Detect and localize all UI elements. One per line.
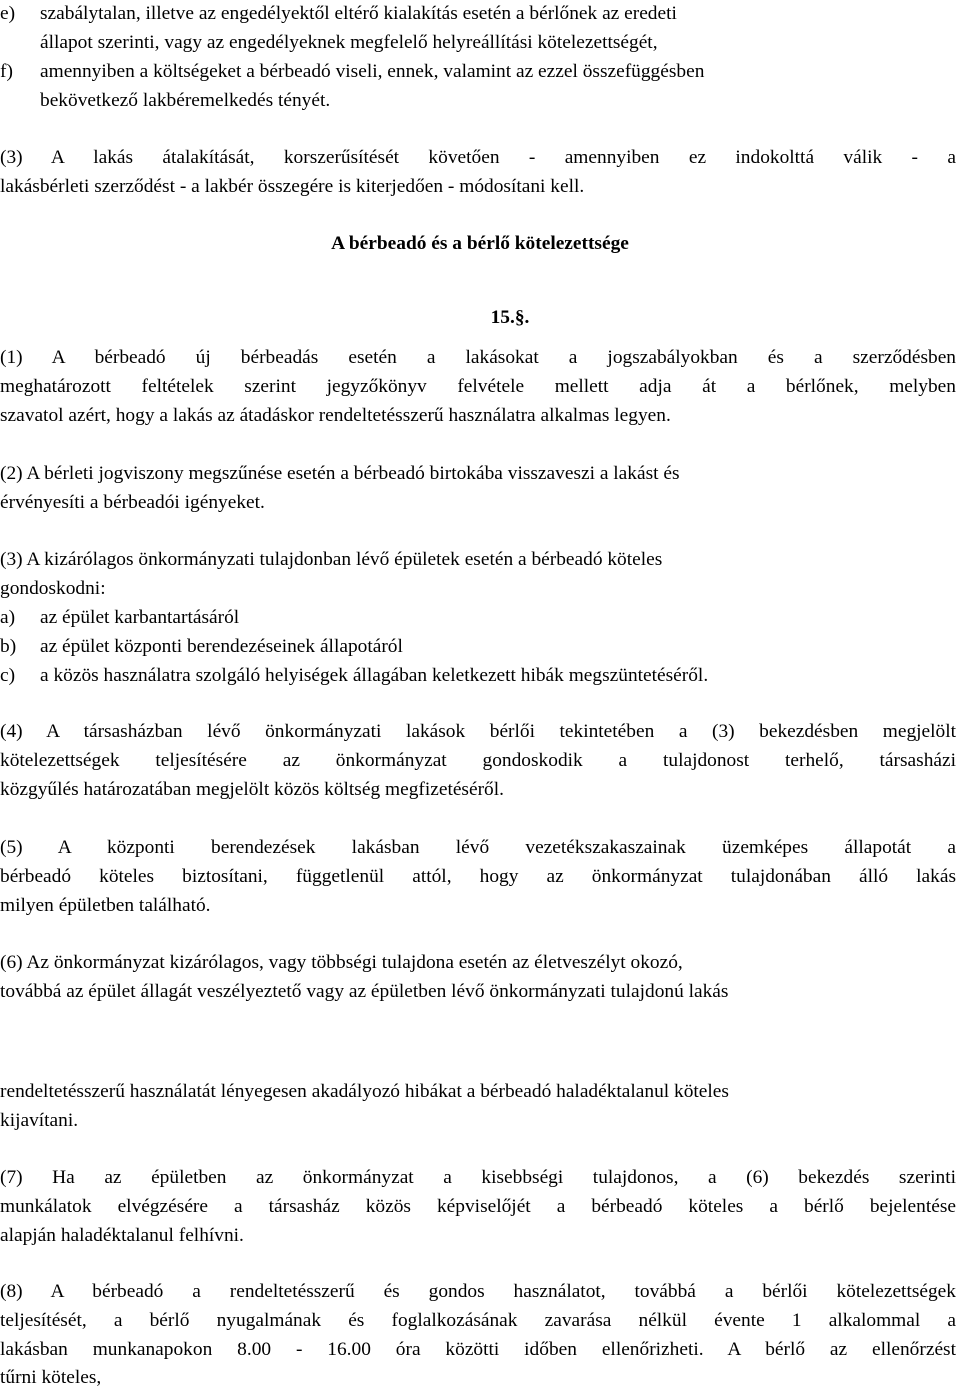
- list-text: az épület karbantartásáról: [40, 607, 240, 628]
- paragraph-2: [0, 460, 956, 518]
- list-item-f-cont: [40, 87, 330, 116]
- list-item-e-cont: [40, 29, 658, 58]
- text-line: meghatározott feltételek szerint jegyzőkönyv felvétele mellett adja át a bérlőnek, melyben: [0, 375, 956, 397]
- text-line: érvényesíti a bérbeadói igényeket.: [0, 491, 265, 513]
- list-item-f: [0, 58, 704, 87]
- paragraph-14-3: [0, 144, 956, 202]
- list-item-a: [0, 604, 239, 633]
- list-text-line: bekövetkező lakbéremelkedés tényét.: [40, 90, 331, 111]
- text-line: alapján haladéktalanul felhívni.: [0, 1224, 244, 1246]
- paragraph-1: [0, 344, 956, 430]
- text-line: lakásbérleti szerződést - a lakbér összegére is kiterjedően - módosítani kell.: [0, 175, 585, 197]
- text-line: bérbeadó köteles biztosítani, függetlenül attól, hogy az önkormányzat tulajdonában álló lakás: [0, 865, 956, 887]
- text-line: kijavítani.: [0, 1109, 79, 1131]
- text-line: lakásban munkanapokon 8.00 - 16.00 óra közötti időben ellenőrizheti. A bérlő az ellenőrzést: [0, 1338, 956, 1360]
- list-label: b): [0, 636, 17, 657]
- list-item-e: [0, 0, 677, 29]
- list-text: az épület központi berendezéseinek állapotáról: [40, 636, 403, 657]
- list-label: a): [0, 607, 16, 628]
- list-text-line: állapot szerinti, vagy az engedélyeknek megfelelő helyreállítási kötelezettségét,: [40, 32, 658, 53]
- paragraph-6: [0, 949, 956, 1007]
- text-line: (8) A bérbeadó a rendeltetésszerű és gondos használatot, továbbá a bérlői kötelezettségek: [0, 1281, 956, 1302]
- list-item-b: [0, 633, 403, 662]
- paragraph-7: [0, 1164, 956, 1250]
- text-line: milyen épületben található.: [0, 894, 211, 916]
- text-line: (4) A társasházban lévő önkormányzati lakások bérlői tekintetében a (3) bekezdésben megjelölt: [0, 721, 956, 742]
- list-label: f): [0, 61, 13, 82]
- list-text: a közös használatra szolgáló helyiségek állagában keletkezett hibák megszüntetéséről.: [40, 665, 709, 686]
- text-line: továbbá az épület állagát veszélyeztető vagy az épületben lévő önkormányzati tulajdonú lakás: [0, 980, 729, 1002]
- text-line: tűrni köteles,: [0, 1367, 102, 1389]
- text-line: kötelezettségek teljesítésére az önkormányzat gondoskodik a tulajdonost terhelő, társasházi: [0, 749, 956, 771]
- text-line: (5) A központi berendezések lakásban lévő vezetékszakaszainak üzemképes állapotát a: [0, 837, 956, 858]
- text-line: (3) A kizárólagos önkormányzati tulajdonban lévő épületek esetén a bérbeadó köteles: [0, 549, 663, 570]
- section-heading: A bérbeadó és a bérlő kötelezettsége: [331, 233, 629, 254]
- list-label: e): [0, 3, 16, 24]
- list-text-line: szabálytalan, illetve az engedélyektől eltérő kialakítás esetén a bérlőnek az eredeti: [40, 3, 677, 24]
- paragraph-6-continued: [0, 1078, 956, 1136]
- text-line: munkálatok elvégzésére a társasház közös képviselőjét a bérbeadó köteles a bérlő bejelentése: [0, 1195, 956, 1217]
- paragraph-4: [0, 718, 956, 804]
- paragraph-8: [0, 1278, 956, 1393]
- text-line: rendeltetésszerű használatát lényegesen akadályozó hibákat a bérbeadó haladéktalanul köteles: [0, 1081, 729, 1102]
- text-line: közgyűlés határozatában megjelölt közös költség megfizetéséről.: [0, 778, 504, 800]
- list-item-c: [0, 662, 708, 691]
- text-line: (1) A bérbeadó új bérbeadás esetén a lakásokat a jogszabályokban és a szerződésben: [0, 347, 956, 368]
- list-label: c): [0, 665, 16, 686]
- paragraph-5: [0, 834, 956, 920]
- section-number: 15.§.: [490, 307, 530, 328]
- text-line: teljesítését, a bérlő nyugalmának és foglalkozásának zavarása nélkül évente 1 alkalommal a: [0, 1309, 956, 1331]
- text-line: szavatol azért, hogy a lakás az átadáskor rendeltetésszerű használatra alkalmas legyen.: [0, 404, 671, 426]
- text-line: (3) A lakás átalakítását, korszerűsítését követően - amennyiben ez indokolttá válik - a: [0, 147, 956, 168]
- text-line: gondoskodni:: [0, 577, 106, 599]
- text-line: (7) Ha az épületben az önkormányzat a kisebbségi tulajdonos, a (6) bekezdés szerinti: [0, 1167, 956, 1188]
- text-line: (2) A bérleti jogviszony megszűnése esetén a bérbeadó birtokába visszaveszi a lakást és: [0, 463, 680, 484]
- paragraph-3: [0, 546, 956, 604]
- list-text-line: amennyiben a költségeket a bérbeadó viseli, ennek, valamint az ezzel összefüggésben: [40, 61, 705, 82]
- text-line: (6) Az önkormányzat kizárólagos, vagy többségi tulajdona esetén az életveszélyt okozó,: [0, 952, 683, 973]
